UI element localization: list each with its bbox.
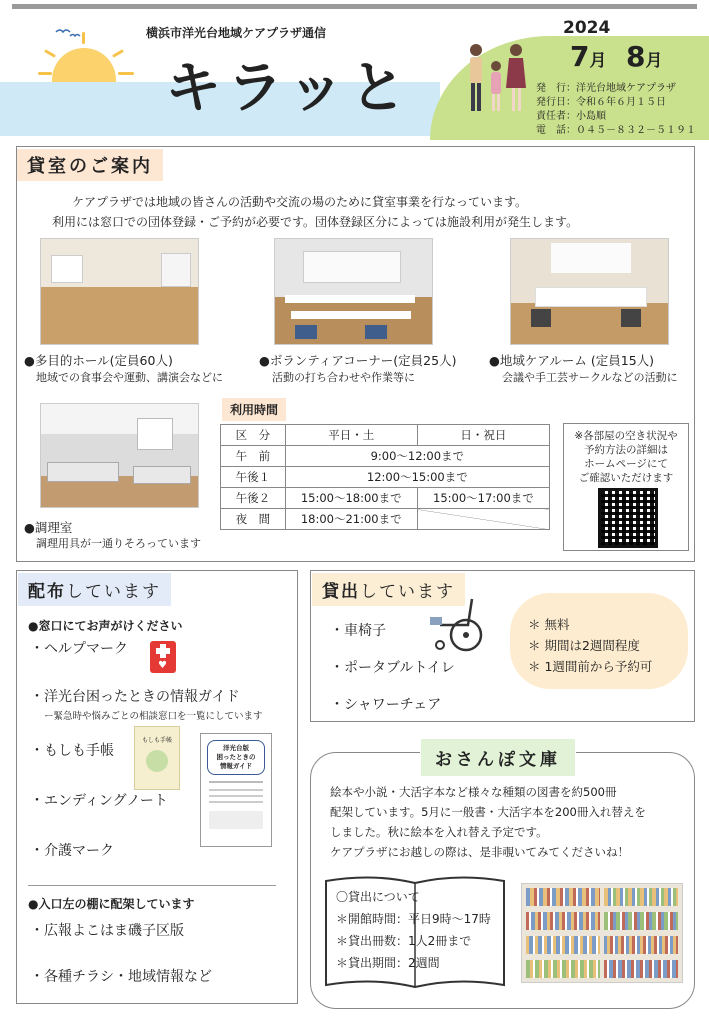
room-desc-hall: 地域での食事会や運動、講演会などに <box>36 371 223 384</box>
hours-time: 12:00～15:00まで <box>285 467 549 488</box>
distribution-sub-2: ●入口左の棚に配架しています <box>28 897 195 911</box>
list-item: ・介護マーク <box>30 843 114 859</box>
hours-period: 午 前 <box>221 446 286 467</box>
guide-cover-line: 情報ガイド <box>219 762 253 770</box>
hours-header-cell: 平日・土 <box>285 425 417 446</box>
page-title: キラッと <box>165 56 412 121</box>
table-row <box>221 425 550 446</box>
issuer-info <box>536 82 696 138</box>
month-2: 8 <box>625 40 646 73</box>
info-guide-image <box>200 733 272 847</box>
month-unit-2: 月 <box>645 51 663 71</box>
rental-intro-1: ケアプラザでは地域の皆さんの活動や交流の場のために貸室事業を行なっています。 <box>72 195 528 209</box>
month-1: 7 <box>570 40 590 73</box>
notebook-cover-label: もしも手帳 <box>141 737 172 744</box>
hours-period: 午後１ <box>221 467 286 488</box>
hours-table <box>220 424 550 530</box>
issuer-line: 電 話：０４５－８３２－５１９１ <box>536 125 696 136</box>
hours-period: 午後２ <box>221 488 286 509</box>
sun-ray <box>44 49 56 58</box>
list-item: ・エンディングノート <box>30 793 168 809</box>
distribution-sub-1: ●窓口にてお声がけください <box>28 619 183 633</box>
sun-ray <box>118 72 134 75</box>
care-room-photo <box>510 238 669 345</box>
issuer-line: 責任者：小島順 <box>536 111 606 122</box>
room-name-cooking: ●調理室 <box>24 520 73 535</box>
bunko-text-line: 配架しています。5月に一般書・大活字本を200冊入れ替えを <box>330 805 646 819</box>
room-name-hall: ●多目的ホール(定員60人) <box>24 353 173 368</box>
list-item: ・ヘルプマーク <box>30 641 128 657</box>
bunko-heading: おさんぽ文庫 <box>420 738 576 777</box>
hours-label: 利用時間 <box>222 398 286 421</box>
volunteer-corner-photo <box>274 238 433 345</box>
bookshelf-photo <box>521 883 683 983</box>
loan-info <box>336 886 491 974</box>
table-row <box>221 467 550 488</box>
hours-time: 15:00～17:00まで <box>417 488 549 509</box>
lending-note: ＊ 期間は2週間程度 <box>528 638 640 653</box>
bunko-text-line: しました。秋に絵本を入れ替え予定です。 <box>330 825 548 839</box>
bunko-text-line: 絵本や小説・大活字本など様々な種類の図書を約500冊 <box>330 785 617 799</box>
hours-header-cell: 日・祝日 <box>417 425 549 446</box>
note-line: 予約方法の詳細は <box>584 444 668 456</box>
qr-code-icon[interactable] <box>598 488 658 548</box>
issue-year: 2024 <box>563 18 611 38</box>
newsletter-name: 横浜市洋光台地域ケアプラザ通信 <box>146 26 327 40</box>
issue-months <box>570 40 662 73</box>
hall-photo <box>40 238 199 345</box>
hours-header-cell: 区 分 <box>221 425 286 446</box>
moshimo-notebook-image <box>134 726 180 790</box>
lending-note: ＊ 1週間前から予約可 <box>528 659 653 674</box>
room-name-volunteer: ●ボランティアコーナー(定員25人) <box>259 353 457 368</box>
month-unit-1: 月 <box>589 51 607 71</box>
distribution-heading <box>18 573 171 606</box>
lending-heading-rest: しています <box>360 582 455 602</box>
room-desc-volunteer: 活動の打ち合わせや作業等に <box>272 371 415 384</box>
table-row <box>221 509 550 530</box>
bunko-text <box>330 782 646 862</box>
list-item: ・もしも手帳 <box>30 743 114 759</box>
list-item: ・広報よこはま磯子区版 <box>30 923 184 939</box>
sun-ray <box>112 49 124 58</box>
cooking-room-photo <box>40 403 199 508</box>
hours-time: 9:00～12:00まで <box>285 446 549 467</box>
room-desc-cooking: 調理用具が一通りそろっています <box>36 537 201 550</box>
note-line: ご確認いただけます <box>578 472 674 484</box>
room-name-care: ●地域ケアルーム (定員15人) <box>489 353 655 368</box>
birds-icon <box>54 26 82 40</box>
lending-note: ＊ 無料 <box>528 617 570 632</box>
hours-time: 18:00～21:00まで <box>285 509 417 530</box>
distribution-heading-bold: 配布 <box>28 582 66 602</box>
issuer-line: 発 行：洋光台地域ケアプラザ <box>536 83 676 94</box>
rental-heading: 貸室のご案内 <box>17 149 163 181</box>
loan-line: ＊貸出冊数：1人2冊まで <box>336 934 472 948</box>
room-desc-care: 会議や手工芸サークルなどの活動に <box>502 371 678 384</box>
sun-ray <box>38 72 52 75</box>
table-row <box>221 488 550 509</box>
note-line: ※各部屋の空き状況や <box>574 430 678 442</box>
hours-period: 夜 間 <box>221 509 286 530</box>
loan-line: ＊開館時間：平日9時～17時 <box>336 912 491 926</box>
family-illustration <box>462 42 534 116</box>
table-row <box>221 446 550 467</box>
rental-intro-2: 利用には窓口での団体登録・ご予約が必要です。団体登録区分によっては施設利用が発生します。 <box>52 215 579 229</box>
list-item: ・シャワーチェア <box>330 697 442 713</box>
issuer-line: 発行日：令和６年６月１５日 <box>536 97 666 108</box>
help-mark-icon: ♥ <box>150 641 176 673</box>
reservation-note <box>567 429 685 485</box>
guide-cover-line: 困ったときの <box>216 753 256 761</box>
list-item: ・ポータブルトイレ <box>330 660 455 676</box>
note-line: ホームページにて <box>584 458 668 470</box>
loan-title: 〇貸出について <box>336 890 420 904</box>
list-item: ・各種チラシ・地域情報など <box>30 969 212 985</box>
divider <box>28 885 276 886</box>
list-item: ・洋光台困ったときの情報ガイド <box>30 689 240 705</box>
loan-line: ＊貸出期間：2週間 <box>336 956 440 970</box>
guide-cover-line: 洋光台版 <box>223 744 249 752</box>
sun-ray <box>82 32 85 44</box>
wheelchair-icon <box>428 595 490 653</box>
bunko-text-line: ケアプラザにお越しの際は、是非覗いてみてくださいね！ <box>330 845 629 859</box>
lending-notes <box>528 614 652 677</box>
list-item: ・車椅子 <box>330 623 386 639</box>
top-rule <box>12 4 697 9</box>
guide-note: ー緊急時や悩みごとの相談窓口を一覧にしています <box>44 711 263 722</box>
sun-icon <box>52 48 116 82</box>
hours-closed-cell <box>417 509 549 530</box>
hours-time: 15:00～18:00まで <box>285 488 417 509</box>
distribution-heading-rest: しています <box>66 582 161 602</box>
lending-heading-bold: 貸出 <box>322 582 360 602</box>
